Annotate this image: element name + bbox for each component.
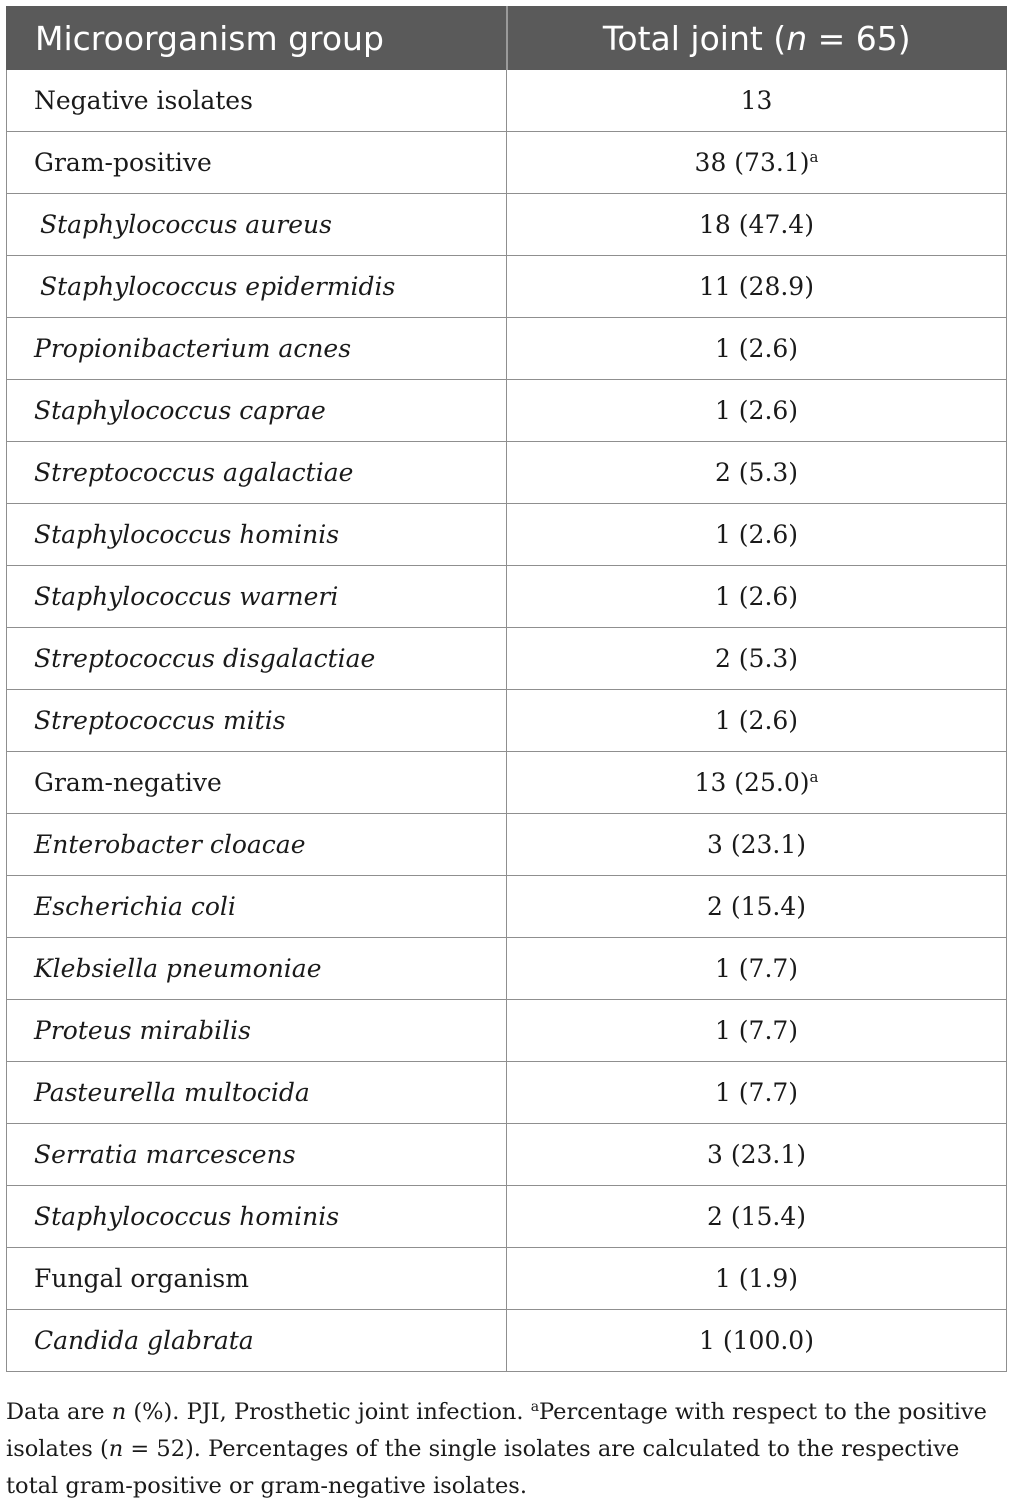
table-row bbox=[7, 1000, 1007, 1062]
count-percentage-cell bbox=[507, 628, 1007, 690]
count-percentage-cell bbox=[507, 70, 1007, 132]
count-percentage-cell bbox=[507, 1124, 1007, 1186]
footnote-part-2: (%). PJI, Prosthetic joint infection. bbox=[126, 1399, 531, 1425]
count-percentage-value: 1 (2.6) bbox=[714, 520, 799, 549]
count-percentage-value: 2 (5.3) bbox=[714, 644, 799, 673]
footnote-marker: a bbox=[809, 148, 819, 166]
microorganism-name-cell: Staphylococcus aureus bbox=[7, 194, 507, 256]
count-percentage-value: 1 (7.7) bbox=[714, 954, 799, 983]
table-row bbox=[7, 1186, 1007, 1248]
count-percentage-value: 2 (15.4) bbox=[706, 892, 807, 921]
table-row bbox=[7, 194, 1007, 256]
isolates-table bbox=[6, 6, 1007, 1372]
count-percentage-value: 1 (7.7) bbox=[714, 1016, 799, 1045]
header-total-joint-suffix: = 65) bbox=[807, 18, 911, 58]
count-percentage-value: 1 (7.7) bbox=[714, 1078, 799, 1107]
count-percentage-cell bbox=[507, 814, 1007, 876]
count-percentage-cell bbox=[507, 690, 1007, 752]
count-percentage-cell bbox=[507, 1062, 1007, 1124]
microorganism-name-cell: Propionibacterium acnes bbox=[7, 318, 507, 380]
table-row bbox=[7, 256, 1007, 318]
footnote-marker: a bbox=[809, 768, 819, 786]
microorganism-name-cell: Staphylococcus warneri bbox=[7, 566, 507, 628]
count-percentage-value: 3 (23.1) bbox=[706, 830, 807, 859]
footnote-n-1: n bbox=[111, 1399, 127, 1425]
count-percentage-cell bbox=[507, 938, 1007, 1000]
count-percentage-cell bbox=[507, 504, 1007, 566]
table-row bbox=[7, 70, 1007, 132]
count-percentage-value: 1 (100.0) bbox=[699, 1326, 814, 1355]
count-percentage-value: 13 bbox=[740, 86, 773, 115]
count-percentage-cell bbox=[507, 318, 1007, 380]
table-row bbox=[7, 1062, 1007, 1124]
count-percentage-cell bbox=[507, 442, 1007, 504]
table-row bbox=[7, 380, 1007, 442]
count-percentage-cell bbox=[507, 1310, 1007, 1372]
table-header bbox=[7, 7, 1007, 70]
microorganism-name-cell: Streptococcus disgalactiae bbox=[7, 628, 507, 690]
microorganism-name-cell: Candida glabrata bbox=[7, 1310, 507, 1372]
microorganism-name-cell: Staphylococcus epidermidis bbox=[7, 256, 507, 318]
footnote-n-2: n bbox=[108, 1436, 124, 1462]
microorganism-name-cell: Escherichia coli bbox=[7, 876, 507, 938]
footnote-part-4: = 52). Percentages of the single isolates are calculated to the respective total gram-positive or gram-negative isolates. bbox=[6, 1436, 960, 1499]
table-row bbox=[7, 1124, 1007, 1186]
count-percentage-value: 2 (5.3) bbox=[714, 458, 799, 487]
count-percentage-value: 1 (1.9) bbox=[714, 1264, 799, 1293]
count-percentage-cell bbox=[507, 1186, 1007, 1248]
count-percentage-value: 13 (25.0) bbox=[694, 768, 810, 797]
table-row bbox=[7, 628, 1007, 690]
count-percentage-cell bbox=[507, 876, 1007, 938]
microorganism-name-cell: Pasteurella multocida bbox=[7, 1062, 507, 1124]
header-total-joint-n: n bbox=[786, 18, 808, 58]
header-total-joint-prefix: Total joint ( bbox=[602, 18, 787, 58]
count-percentage-cell bbox=[507, 752, 1007, 814]
table-footnote bbox=[6, 1394, 1010, 1505]
table-row bbox=[7, 442, 1007, 504]
microorganism-name-cell: Fungal organism bbox=[7, 1248, 507, 1310]
header-total-joint bbox=[507, 7, 1007, 70]
count-percentage-cell bbox=[507, 194, 1007, 256]
header-row bbox=[7, 7, 1007, 70]
table-row bbox=[7, 876, 1007, 938]
count-percentage-cell bbox=[507, 1000, 1007, 1062]
count-percentage-value: 1 (2.6) bbox=[714, 706, 799, 735]
table-row bbox=[7, 690, 1007, 752]
count-percentage-value: 11 (28.9) bbox=[699, 272, 814, 301]
microorganism-name-cell: Staphylococcus hominis bbox=[7, 504, 507, 566]
footnote-part-3: Percentage with respect to the positive isolates ( bbox=[6, 1399, 987, 1462]
microorganism-name-cell: Gram-positive bbox=[7, 132, 507, 194]
count-percentage-value: 2 (15.4) bbox=[706, 1202, 807, 1231]
isolates-table-container bbox=[6, 6, 1006, 1372]
microorganism-name-cell: Proteus mirabilis bbox=[7, 1000, 507, 1062]
count-percentage-value: 1 (2.6) bbox=[714, 582, 799, 611]
microorganism-name-cell: Streptococcus agalactiae bbox=[7, 442, 507, 504]
microorganism-name-cell: Serratia marcescens bbox=[7, 1124, 507, 1186]
table-row bbox=[7, 814, 1007, 876]
table-row bbox=[7, 504, 1007, 566]
microorganism-name-cell: Negative isolates bbox=[7, 70, 507, 132]
table-row bbox=[7, 566, 1007, 628]
count-percentage-cell bbox=[507, 380, 1007, 442]
microorganism-name-cell: Streptococcus mitis bbox=[7, 690, 507, 752]
microorganism-name-cell: Klebsiella pneumoniae bbox=[7, 938, 507, 1000]
footnote-superscript: a bbox=[530, 1399, 540, 1415]
microorganism-name-cell: Gram-negative bbox=[7, 752, 507, 814]
microorganism-name-cell: Staphylococcus caprae bbox=[7, 380, 507, 442]
count-percentage-value: 38 (73.1) bbox=[694, 148, 810, 177]
count-percentage-value: 1 (2.6) bbox=[714, 334, 799, 363]
header-microorganism-group: Microorganism group bbox=[7, 7, 507, 70]
table-row bbox=[7, 938, 1007, 1000]
table-row bbox=[7, 752, 1007, 814]
count-percentage-value: 18 (47.4) bbox=[699, 210, 814, 239]
count-percentage-cell bbox=[507, 1248, 1007, 1310]
count-percentage-cell bbox=[507, 566, 1007, 628]
microorganism-name-cell: Enterobacter cloacae bbox=[7, 814, 507, 876]
microorganism-name-cell: Staphylococcus hominis bbox=[7, 1186, 507, 1248]
table-body bbox=[7, 70, 1007, 1372]
count-percentage-cell bbox=[507, 256, 1007, 318]
footnote-part-1: Data are bbox=[6, 1399, 112, 1425]
table-row bbox=[7, 318, 1007, 380]
table-row bbox=[7, 1310, 1007, 1372]
count-percentage-value: 1 (2.6) bbox=[714, 396, 799, 425]
table-row bbox=[7, 132, 1007, 194]
count-percentage-value: 3 (23.1) bbox=[706, 1140, 807, 1169]
count-percentage-cell bbox=[507, 132, 1007, 194]
table-row bbox=[7, 1248, 1007, 1310]
